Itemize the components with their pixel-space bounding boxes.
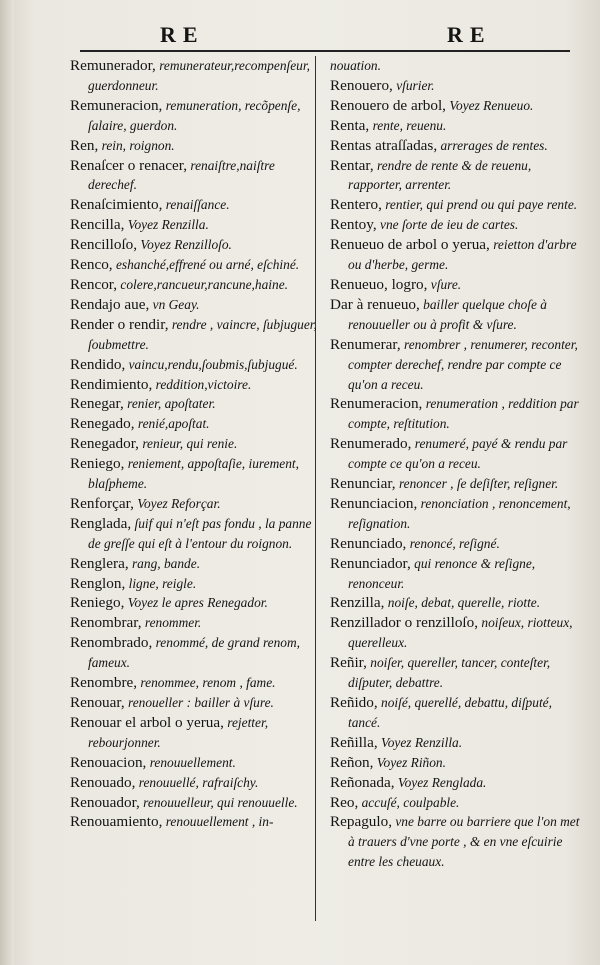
entry-definition: noiſeux, riotteux, querelleux. xyxy=(348,615,573,651)
entry-headword: Renco, xyxy=(70,256,113,274)
entry-definition: renoncer , ſe deſiſter, reſigner. xyxy=(395,476,559,492)
entry-headword: Renaſcimiento, xyxy=(70,196,163,214)
dictionary-entry xyxy=(330,753,580,773)
entry-definition: nouation. xyxy=(330,58,381,73)
entry-headword: Renumerar, xyxy=(330,335,401,353)
dictionary-entry xyxy=(330,295,580,335)
dictionary-entry xyxy=(330,593,580,613)
entry-definition: Voyez Renzilloſo. xyxy=(137,237,232,253)
entry-headword: Renta, xyxy=(330,116,370,134)
dictionary-entry xyxy=(70,793,320,813)
dictionary-entry xyxy=(70,315,320,355)
entry-headword: Renumerado, xyxy=(330,435,412,453)
dictionary-entry xyxy=(70,554,320,574)
dictionary-entry xyxy=(70,713,320,753)
entry-definition: renouuellement , in- xyxy=(162,814,274,830)
entry-definition: renouuelleur, qui renouuelle. xyxy=(139,794,298,810)
entry-definition: vſure. xyxy=(427,276,462,292)
entry-headword: Reñilla, xyxy=(330,733,378,751)
entry-headword: Rencilloſo, xyxy=(70,236,138,254)
entry-definition: rentier, qui prend ou qui paye rente. xyxy=(381,197,578,213)
entry-definition: renaiſſance. xyxy=(162,197,230,213)
dictionary-entry xyxy=(70,136,320,156)
entry-definition: reietton d'arbre ou d'herbe, germe. xyxy=(348,237,577,273)
entry-definition: arrerages de rentes. xyxy=(437,137,548,153)
entry-definition: rendre , vaincre, ſubjuguer, ſoubmettre. xyxy=(88,316,317,352)
entry-definition: noiſé, querellé, debattu, diſputé, tancé. xyxy=(348,695,552,730)
dictionary-entry xyxy=(330,434,580,474)
dictionary-entry xyxy=(70,195,320,215)
dictionary-entry xyxy=(70,574,320,594)
dictionary-entry xyxy=(330,613,580,653)
entry-definition: renouuellé, rafraiſchy. xyxy=(135,774,259,790)
entry-definition: rente, reuenu. xyxy=(369,117,447,133)
dictionary-entry xyxy=(330,76,580,96)
dictionary-entry xyxy=(330,195,580,215)
entry-headword: Renaſcer o renacer, xyxy=(70,156,188,174)
entry-headword: Reñir, xyxy=(330,654,367,672)
entry-headword: Renegar, xyxy=(70,395,124,413)
dictionary-entry xyxy=(330,275,580,295)
right-column xyxy=(330,56,580,872)
entry-headword: Renouamiento, xyxy=(70,813,163,831)
entry-definition: ligne, reigle. xyxy=(125,575,197,591)
dictionary-entry xyxy=(330,793,580,813)
dictionary-entry xyxy=(70,215,320,235)
running-header-left: RE xyxy=(160,22,205,47)
entry-definition: renoueller : bailler à vſure. xyxy=(124,695,274,710)
running-header-right: RE xyxy=(447,22,492,47)
entry-definition: vſurier. xyxy=(392,77,435,93)
entry-definition: renumeration , reddition par compte, reſtitution. xyxy=(348,396,579,432)
page-gutter-shadow xyxy=(0,0,14,965)
entry-headword: Renueuo, logro, xyxy=(330,275,428,293)
dictionary-entry xyxy=(330,394,580,434)
entry-headword: Renouero, xyxy=(330,76,393,94)
entry-definition: reniement, appoſtaſie, iurement, blaſpheme. xyxy=(88,456,299,492)
dictionary-entry xyxy=(70,56,320,96)
dictionary-entry xyxy=(70,375,320,395)
entry-definition: Voyez Renglada. xyxy=(394,774,487,790)
dictionary-entry xyxy=(70,753,320,773)
entry-definition: vn Geay. xyxy=(149,296,200,312)
entry-definition: Voyez Reforçar. xyxy=(133,495,221,511)
entry-headword: Remunerador, xyxy=(70,57,156,74)
dictionary-entry xyxy=(70,693,320,713)
dictionary-entry xyxy=(330,56,580,76)
dictionary-entry xyxy=(70,434,320,454)
entry-headword: Renunciar, xyxy=(330,475,396,493)
dictionary-entry xyxy=(330,534,580,554)
dictionary-entry xyxy=(330,96,580,116)
entry-definition: accuſé, coulpable. xyxy=(358,794,460,810)
entry-definition: renommer. xyxy=(141,615,202,631)
dictionary-entry xyxy=(70,414,320,434)
dictionary-entry xyxy=(330,136,580,156)
entry-definition: renombrer , renumerer, reconter, compter derechef, rendre par compte ce qu'on a receu. xyxy=(348,336,578,392)
dictionary-entry xyxy=(330,653,580,693)
dictionary-entry xyxy=(330,156,580,196)
entry-definition: renouuellement. xyxy=(146,754,236,770)
entry-headword: Renforçar, xyxy=(70,494,134,512)
entry-definition: ſuif qui n'eſt pas fondu , la panne de greſſe qui eſt à l'entour du roignon. xyxy=(88,515,312,551)
entry-definition: vaincu,rendu,ſoubmis,ſubjugué. xyxy=(125,356,298,372)
entry-headword: Rentas atraſſadas, xyxy=(330,136,438,154)
entry-definition: renommé, de grand renom, fameux. xyxy=(88,635,301,671)
dictionary-entry xyxy=(330,215,580,235)
dictionary-entry xyxy=(70,156,320,196)
dictionary-entry xyxy=(70,295,320,315)
dictionary-entry xyxy=(330,235,580,275)
entry-definition: vne ſorte de ieu de cartes. xyxy=(376,217,519,233)
entry-headword: Renunciacion, xyxy=(330,494,418,512)
entry-definition: vne barre ou barriere que l'on met à trauers d'vne porte , & en vne eſcuirie entre les cheuaux. xyxy=(348,814,580,870)
entry-definition: Voyez Renzilla. xyxy=(377,734,463,750)
entry-headword: Renouado, xyxy=(70,773,136,791)
entry-definition: renumeré, payé & rendu par compte ce qu'on a receu. xyxy=(348,436,568,472)
dictionary-entry xyxy=(70,494,320,514)
entry-definition: Voyez Renueuo. xyxy=(445,97,534,113)
entry-headword: Reñido, xyxy=(330,694,378,711)
dictionary-entry xyxy=(70,96,320,136)
entry-definition: renier, apoſtater. xyxy=(123,396,216,412)
entry-definition: rang, bande. xyxy=(128,555,201,571)
entry-headword: Renouar, xyxy=(70,694,125,711)
left-column xyxy=(70,56,320,832)
dictionary-entry xyxy=(70,593,320,613)
entry-headword: Renueuo de arbol o yerua, xyxy=(330,236,490,254)
entry-definition: rendre de rente & de reuenu, rapporter, arrenter. xyxy=(348,157,532,193)
dictionary-entry xyxy=(330,335,580,395)
entry-headword: Reo, xyxy=(330,793,359,811)
entry-definition: noiſe, debat, querelle, riotte. xyxy=(384,595,541,611)
entry-headword: Renzilla, xyxy=(330,594,385,612)
entry-definition: renonciation , renoncement, reſignation. xyxy=(348,495,571,531)
dictionary-entry xyxy=(70,355,320,375)
entry-definition: renaiſtre,naiſtre derechef. xyxy=(88,157,275,193)
dictionary-entry xyxy=(330,474,580,494)
entry-headword: Repagulo, xyxy=(330,813,393,831)
entry-headword: Rencilla, xyxy=(70,216,125,234)
entry-headword: Ren, xyxy=(70,136,99,154)
entry-headword: Reniego, xyxy=(70,594,125,612)
entry-headword: Renouero de arbol, xyxy=(330,96,446,114)
entry-headword: Renglera, xyxy=(70,554,129,572)
entry-definition: rein, roignon. xyxy=(98,137,175,153)
entry-headword: Renunciador, xyxy=(330,554,411,572)
entry-headword: Rentar, xyxy=(330,156,374,174)
entry-definition: colere,rancueur,rancune,haine. xyxy=(117,276,288,292)
entry-headword: Rendido, xyxy=(70,355,126,373)
entry-definition: remuneration, recõpenſe, ſalaire, guerdon. xyxy=(88,97,301,133)
entry-headword: Renombrar, xyxy=(70,614,142,632)
entry-definition: qui renonce & reſigne, renonceur. xyxy=(348,555,536,591)
entry-headword: Renglada, xyxy=(70,514,132,532)
entry-definition: rejetter, rebourjonner. xyxy=(88,714,269,750)
entry-headword: Rencor, xyxy=(70,275,118,293)
dictionary-entry xyxy=(70,633,320,673)
entry-headword: Renumeracion, xyxy=(330,395,423,413)
entry-definition: eshanché,effrené ou arné, eſchiné. xyxy=(112,257,300,273)
entry-headword: Renegado, xyxy=(70,415,135,433)
dictionary-entry xyxy=(70,394,320,414)
entry-headword: Renunciado, xyxy=(330,534,407,552)
entry-definition: renié,apoſtat. xyxy=(134,416,210,432)
entry-headword: Dar à renueuo, xyxy=(330,295,420,313)
dictionary-entry xyxy=(70,275,320,295)
dictionary-entry xyxy=(70,454,320,494)
entry-headword: Renegador, xyxy=(70,435,139,453)
dictionary-entry xyxy=(70,673,320,693)
dictionary-entry xyxy=(70,773,320,793)
entry-headword: Remuneracion, xyxy=(70,96,163,114)
dictionary-entry xyxy=(330,812,580,872)
dictionary-entry xyxy=(330,554,580,594)
entry-definition: bailler quelque choſe à renouueller ou à profit & vſure. xyxy=(348,296,547,332)
entry-headword: Rendajo aue, xyxy=(70,295,150,313)
dictionary-entry xyxy=(330,116,580,136)
entry-headword: Rentoy, xyxy=(330,216,377,234)
entry-headword: Reñon, xyxy=(330,753,374,771)
dictionary-entry xyxy=(70,514,320,554)
entry-headword: Renouar el arbol o yerua, xyxy=(70,713,224,731)
dictionary-entry xyxy=(70,235,320,255)
entry-headword: Renglon, xyxy=(70,574,126,592)
entry-headword: Rendimiento, xyxy=(70,375,153,393)
entry-headword: Reniego, xyxy=(70,455,125,473)
entry-definition: noiſer, quereller, tancer, conteſter, diſputer, debattre. xyxy=(348,655,551,691)
dictionary-entry xyxy=(70,255,320,275)
entry-definition: Voyez Riñon. xyxy=(373,754,446,770)
entry-headword: Renzillador o renzilloſo, xyxy=(330,614,479,632)
dictionary-entry xyxy=(70,613,320,633)
entry-headword: Rentero, xyxy=(330,196,382,214)
dictionary-entry xyxy=(330,693,580,733)
entry-headword: Renombrado, xyxy=(70,634,153,652)
entry-headword: Renouacion, xyxy=(70,753,147,771)
entry-definition: renommee, renom , fame. xyxy=(137,675,276,691)
dictionary-entry xyxy=(330,733,580,753)
entry-definition: Voyez Renzilla. xyxy=(124,217,209,233)
entry-definition: remunerateur,recompenſeur, guerdonneur. xyxy=(88,58,310,93)
entry-definition: reddition,victoire. xyxy=(152,376,252,392)
entry-definition: renoncé, reſigné. xyxy=(406,535,500,551)
entry-headword: Renouador, xyxy=(70,793,140,811)
entry-headword: Reñonada, xyxy=(330,773,395,791)
dictionary-entry xyxy=(330,773,580,793)
dictionary-entry xyxy=(330,494,580,534)
entry-headword: Render o rendir, xyxy=(70,315,169,333)
entry-headword: Renombre, xyxy=(70,674,138,692)
entry-definition: Voyez le apres Renegador. xyxy=(124,595,268,611)
entry-definition: renieur, qui renie. xyxy=(138,436,238,452)
header-rule xyxy=(80,50,570,52)
dictionary-entry xyxy=(70,812,320,832)
